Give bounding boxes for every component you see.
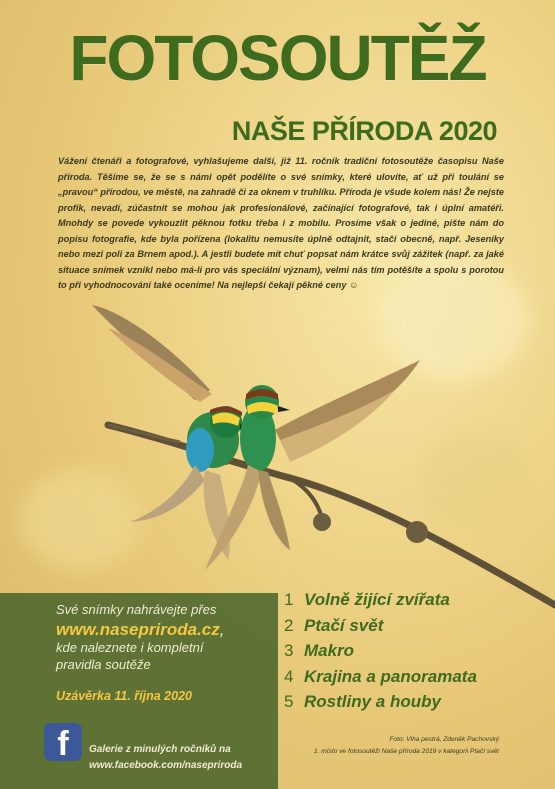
website-comma: ,	[219, 620, 225, 639]
category-list	[284, 590, 477, 718]
upload-line-2: kde naleznete i kompletní	[56, 640, 204, 655]
category-label: Krajina a panoramata	[304, 666, 477, 686]
poster-title: FOTOSOUTĚŽ	[69, 22, 486, 94]
deadline-text: Uzávěrka 11. října 2020	[56, 689, 192, 703]
website-link[interactable]: www.nasepriroda.cz	[56, 620, 220, 639]
branch	[108, 425, 555, 605]
category-item	[284, 616, 477, 642]
category-number: 5	[284, 692, 294, 711]
category-label: Rostliny a houby	[304, 692, 441, 711]
category-item	[284, 590, 477, 616]
website-link-wrap	[56, 620, 224, 640]
credit-line-2: 1. místo ve fotosoutěži Naše příroda 2019 v kategorii Ptačí svět	[313, 748, 499, 755]
category-item	[284, 667, 477, 693]
intro-text: Vážení čtenáři a fotografové, vyhlašujeme další, již 11. ročník tradiční fotosoutěže časopisu Naše příroda. Těšíme se, že se s námi opět podělíte o své snímky, které ulovíte, ať už při toulání se „pravou“ přírodou, ve městě, na zahradě či za oknem v truhlíku. Příroda je všude kolem nás! Že nejste profík, nevadí, zúčastnit se mohou jak profesionálové, začínající fotografové, tak i úplní amatéři. Mnohdy se povede vykouzlit pěknou fotku třeba i z mobilu. Prosíme však o jediné, pište nám do popisu fotografie, kde byla pořízena (lokalitu nemusíte úplně odtajnit, stačí obecně, např. Jeseníky nebo mezi poli za Brnem apod.). A jestli budete mít chuť popsat nám krátce svůj zážitek (např. za jaké situace snímek vznikl nebo má-li pro vás speciální význam), velmi nás tím potěšíte a spolu s porotou to při vyhodnocování také oceníme! Na nejlepší čekají pěkné ceny ☺	[58, 156, 504, 290]
category-label: Volně žijící zvířata	[304, 590, 450, 609]
gallery-line-1: Galerie z minulých ročníků na	[89, 744, 231, 755]
category-item	[284, 641, 477, 667]
upload-line-1: Své snímky nahrávejte přes	[56, 602, 217, 617]
category-item	[284, 692, 477, 718]
category-number: 4	[284, 666, 294, 686]
category-label: Ptačí svět	[304, 615, 384, 635]
credit-line-1: Foto: Vlha pestrá, Zdeněk Pachovský	[389, 736, 499, 743]
facebook-link[interactable]: www.facebook.com/nasepriroda	[89, 760, 243, 771]
category-number: 2	[284, 615, 294, 635]
facebook-gallery	[89, 742, 274, 774]
category-label: Makro	[304, 641, 355, 660]
category-number: 3	[284, 641, 294, 660]
category-number: 1	[284, 590, 294, 609]
poster-subtitle: NAŠE PŘÍRODA 2020	[231, 116, 497, 146]
upload-line-3: pravidla soutěže	[56, 657, 151, 672]
photo-credit	[314, 734, 499, 758]
bee-eater-photo	[0, 290, 555, 610]
facebook-icon[interactable]: f	[44, 723, 82, 761]
